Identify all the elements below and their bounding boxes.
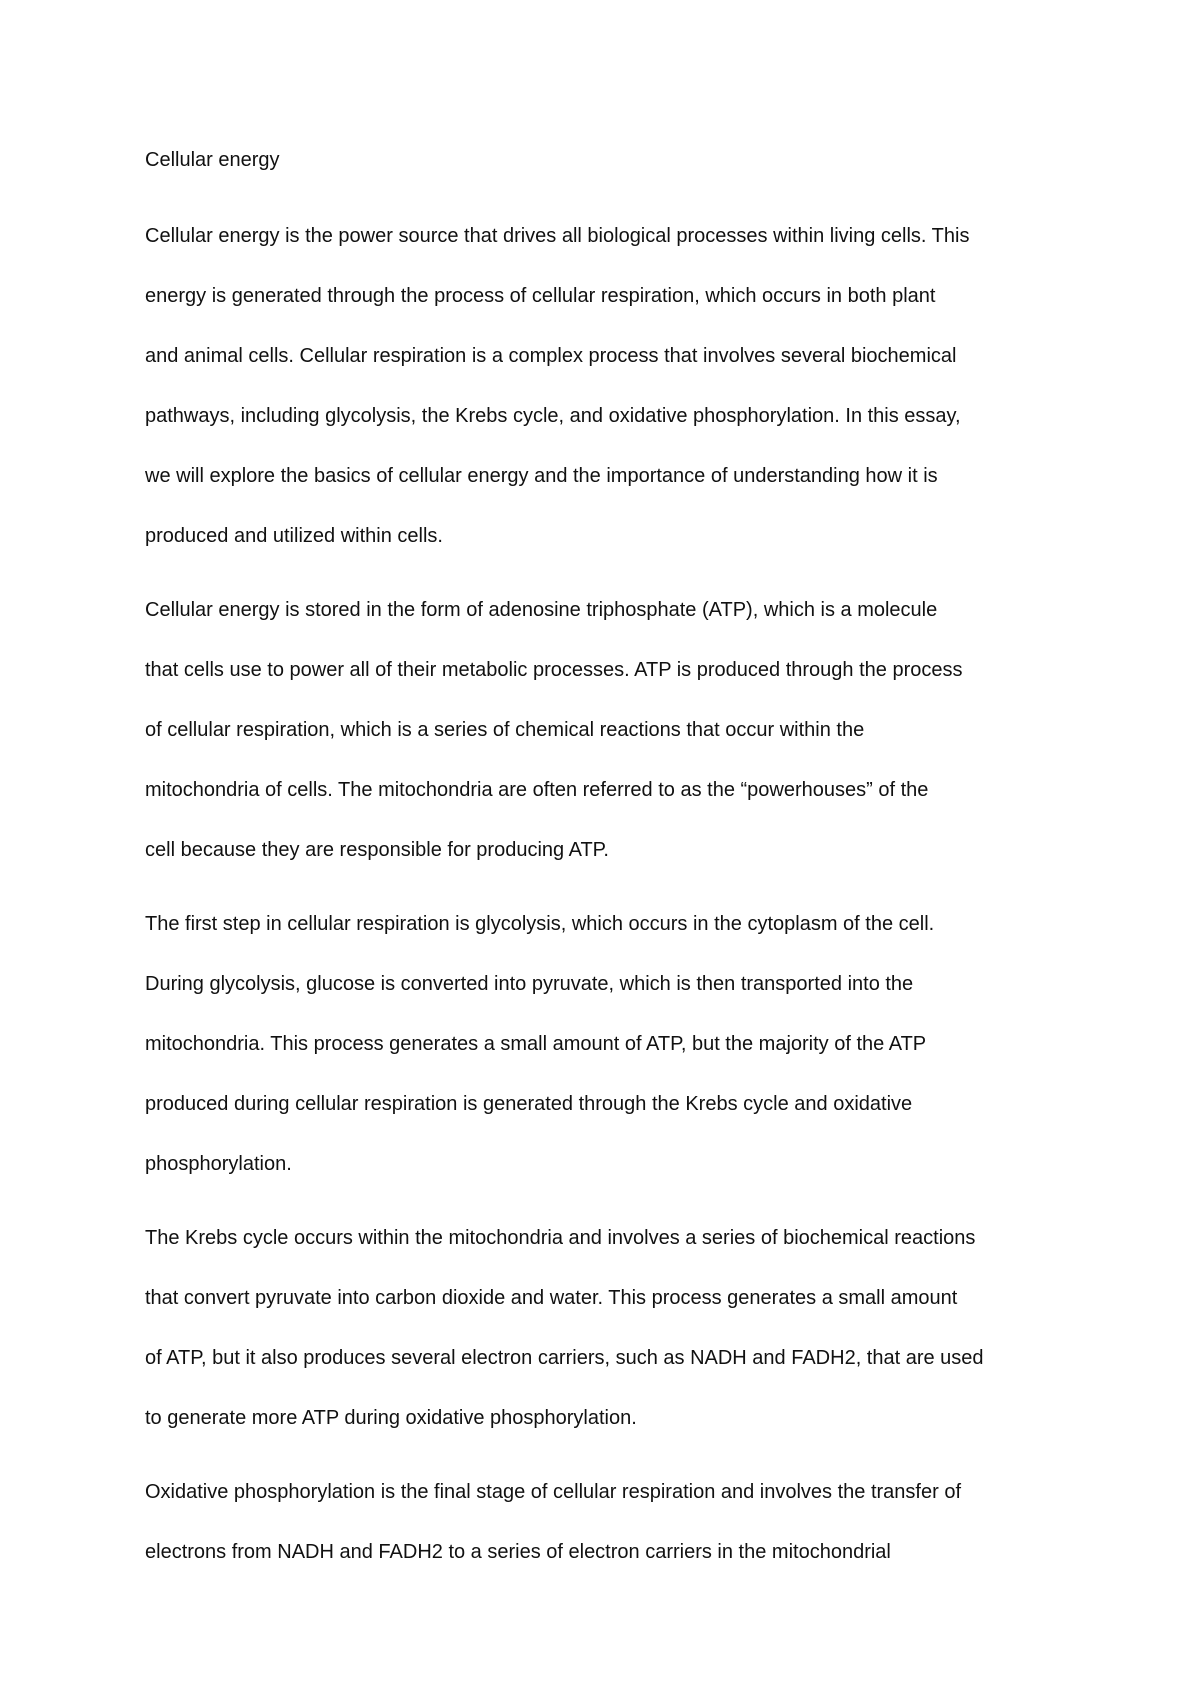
text-line: produced during cellular respiration is generated through the Krebs cycle and oxidative [145, 1093, 913, 1115]
text-line: Cellular energy is the power source that drives all biological processes within living cells. This [145, 225, 970, 247]
text-line: energy is generated through the process of cellular respiration, which occurs in both plant [145, 285, 936, 307]
text-line: phosphorylation. [145, 1153, 292, 1175]
text-line: cell because they are responsible for producing ATP. [145, 839, 609, 861]
text-line: mitochondria. This process generates a small amount of ATP, but the majority of the ATP [145, 1033, 927, 1055]
paragraph-atp [145, 588, 1080, 888]
text-line: of ATP, but it also produces several electron carriers, such as NADH and FADH2, that are used [145, 1347, 984, 1369]
text-line: During glycolysis, glucose is converted into pyruvate, which is then transported into the [145, 973, 914, 995]
text-line: Oxidative phosphorylation is the final stage of cellular respiration and involves the transfer of [145, 1481, 962, 1503]
text-line: that cells use to power all of their metabolic processes. ATP is produced through the process [145, 659, 963, 681]
text-line: electrons from NADH and FADH2 to a series of electron carriers in the mitochondrial [145, 1541, 891, 1563]
text-line: Cellular energy is stored in the form of adenosine triphosphate (ATP), which is a molecule [145, 599, 938, 621]
paragraph-krebs-cycle [145, 1216, 1080, 1456]
paragraph-oxidative-phosphorylation [145, 1470, 1080, 1590]
text-line: produced and utilized within cells. [145, 525, 443, 547]
text-line: of cellular respiration, which is a series of chemical reactions that occur within the [145, 719, 865, 741]
text-line: mitochondria of cells. The mitochondria are often referred to as the “powerhouses” of the [145, 779, 929, 801]
text-line: The first step in cellular respiration is glycolysis, which occurs in the cytoplasm of the cell. [145, 913, 935, 935]
text-line: pathways, including glycolysis, the Krebs cycle, and oxidative phosphorylation. In this essay, [145, 405, 961, 427]
text-line: to generate more ATP during oxidative phosphorylation. [145, 1407, 637, 1429]
document-body [145, 138, 1080, 1604]
document-title: Cellular energy [145, 149, 280, 171]
text-line: that convert pyruvate into carbon dioxide and water. This process generates a small amount [145, 1287, 958, 1309]
text-line: The Krebs cycle occurs within the mitochondria and involves a series of biochemical reactions [145, 1227, 976, 1249]
text-line: we will explore the basics of cellular energy and the importance of understanding how it is [145, 465, 938, 487]
text-line: and animal cells. Cellular respiration is a complex process that involves several biochemical [145, 345, 957, 367]
paragraph-glycolysis [145, 902, 1080, 1202]
paragraph-intro [145, 214, 1080, 574]
